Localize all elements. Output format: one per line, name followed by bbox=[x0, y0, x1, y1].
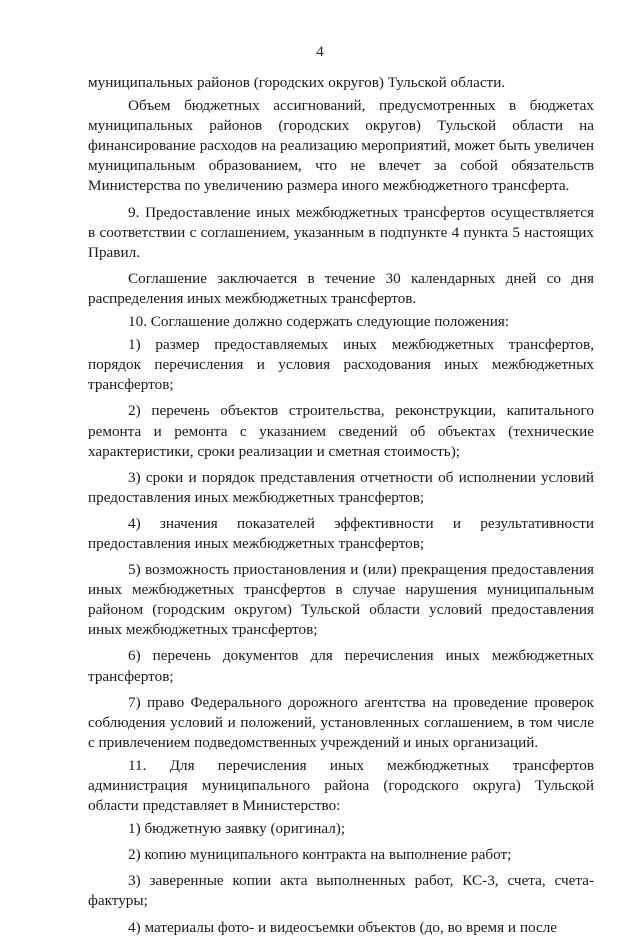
paragraph: Объем бюджетных ассигнований, предусмотренных в бюджетах муниципальных районов (городских округов) Тульской области на финансирование расходов на реализацию мероприятий, может быть увеличен муниципальным образованием, что не влечет за собой обязательств Министерства по увеличению размера иного межбюджетного трансферта. bbox=[88, 97, 594, 195]
paragraph: 4) значения показателей эффективности и результативности предоставления иных межбюджетных трансфертов; bbox=[88, 514, 594, 552]
paragraph: 2) копию муниципального контракта на выполнение работ; bbox=[128, 846, 512, 864]
paragraph: 4) материалы фото- и видеосъемки объектов (до, во время и после bbox=[128, 918, 558, 936]
paragraph: Соглашение заключается в течение 30 календарных дней со дня распределения иных межбюджетных трансфертов. bbox=[88, 269, 594, 307]
paragraph: 7) право Федерального дорожного агентства на проведение проверок соблюдения условий и положений, установленных соглашением, в том числе с привлечением подведомственных учреждений и иных организаций. bbox=[88, 693, 594, 751]
document-body bbox=[88, 73, 594, 938]
page-number: 4 bbox=[316, 44, 324, 60]
paragraph: муниципальных районов (городских округов) Тульской области. bbox=[88, 74, 506, 91]
paragraph: 5) возможность приостановления и (или) прекращения предоставления иных межбюджетных трансфертов в случае нарушения муниципальным районом (городским округом) Тульской области условий предоставления иных межбюджетных трансфертов; bbox=[88, 561, 594, 639]
paragraph: 3) заверенные копии акта выполненных работ, КС-3, счета, счета-фактуры; bbox=[88, 872, 594, 910]
paragraph: 9. Предоставление иных межбюджетных трансфертов осуществляется в соответствии с соглашением, указанным в подпункте 4 пункта 5 настоящих Правил. bbox=[88, 203, 594, 261]
paragraph: 11. Для перечисления иных межбюджетных трансфертов администрация муниципального района (городского округа) Тульской области представляет в Министерство: bbox=[88, 756, 594, 815]
paragraph: 1) размер предоставляемых иных межбюджетных трансфертов, порядок перечисления и условия расходования иных межбюджетных трансфертов; bbox=[88, 336, 594, 394]
paragraph: 3) сроки и порядок представления отчетности об исполнении условий предоставления иных межбюджетных трансфертов; bbox=[88, 468, 594, 506]
paragraph: 10. Соглашение должно содержать следующие положения: bbox=[128, 313, 510, 331]
paragraph: 2) перечень объектов строительства, реконструкции, капитального ремонта и ремонта с указанием сведений об объектах (технические характеристики, сроки реализации и сметная стоимость); bbox=[88, 402, 594, 460]
paragraph: 6) перечень документов для перечисления иных межбюджетных трансфертов; bbox=[88, 647, 594, 685]
paragraph: 1) бюджетную заявку (оригинал); bbox=[128, 820, 346, 838]
